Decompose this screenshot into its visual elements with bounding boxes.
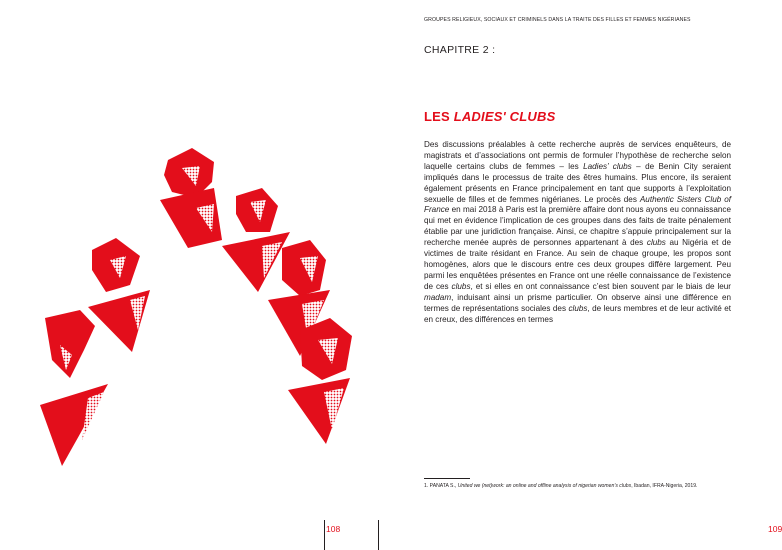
figure-1-shape [40, 310, 108, 466]
paragraph [424, 140, 731, 325]
right-page [379, 0, 782, 550]
footnote-author: PANATA S., [429, 483, 458, 489]
italic-run: clubs [451, 281, 471, 291]
footnote-rule [424, 478, 470, 479]
left-folio-rule [324, 520, 325, 550]
italic-run: Authentic Sisters Club of France [424, 194, 732, 215]
title-prefix: LES [424, 109, 454, 124]
red-figures-illustration [0, 0, 378, 550]
right-page-number: 109 [768, 524, 782, 534]
text-run: au Nigéria et de victimes de traite résidant en France. Au sein de chaque groupe, les propos sont homogènes, alors que le discours entre ces deux groupes diffère largement. Peu parmi les enquêtées présentes en France ont une réelle connaissance de l’existence de ces [424, 238, 731, 291]
footnote-rest: , Ibadan, IFRA-Nigeria, 2019. [631, 483, 698, 489]
italic-run: Ladies’ clubs [583, 161, 632, 171]
figure-4-shape [222, 188, 290, 292]
footnote [424, 483, 731, 491]
text-run: , de leurs membres et de leur activité et en creux, des différences en termes [424, 303, 731, 324]
text-run: Des discussions préalables à cette recherche auprès de services enquêteurs, de magistrats et d’associations ont permis de formuler l’hypothèse de recherche selon laquelle certains clubs de femmes – les [424, 140, 731, 171]
text-run: en mai 2018 à Paris est la première affaire dont nous ayons eu connaissance qui met en évidence l’implication de ces groupes dans des faits de traite pénalement établie par une juridiction française. Ainsi, ce chapitre s’appuie principalement sur la recherche menée auprès de personnes appartenant à des [424, 205, 731, 248]
footnote-title: United we (net)work: an online and offline analysis of nigerian women’s clubs [457, 483, 632, 489]
italic-run: clubs [568, 303, 588, 313]
title-italic: LADIES' CLUBS [453, 109, 556, 124]
figure-2-shape [88, 238, 150, 352]
body-text [424, 140, 731, 325]
gutter-folio-rule [378, 520, 379, 550]
left-page-number: 108 [326, 524, 341, 534]
left-page [0, 0, 378, 550]
chapter-title [424, 109, 555, 124]
italic-run: madam [424, 292, 452, 302]
chapter-label: CHAPITRE 2 : [424, 44, 496, 56]
italic-run: clubs [646, 238, 666, 248]
figure-3-shape [160, 148, 222, 248]
text-run: , et si elles en ont connaissance c’est bien souvent par le biais de leur [470, 281, 732, 291]
running-head: GROUPES RELIGIEUX, SOCIAUX ET CRIMINELS DANS LA TRAITE DES FILLES ET FEMMES NIGÉRIANES [424, 17, 691, 23]
text-run: – de Benin City seraient impliqués dans le processus de traite des êtres humains. Plus encore, ils seraient également présents en France principalement en tant que supports à l’exploitation sexuelle de filles et de femmes nigérianes. Le procès des [424, 161, 731, 204]
footnote-number: 1. [424, 483, 429, 489]
text-run: , induisant ainsi un prisme particulier. On observe ainsi une différence en termes de représentations sociales des [424, 292, 731, 313]
